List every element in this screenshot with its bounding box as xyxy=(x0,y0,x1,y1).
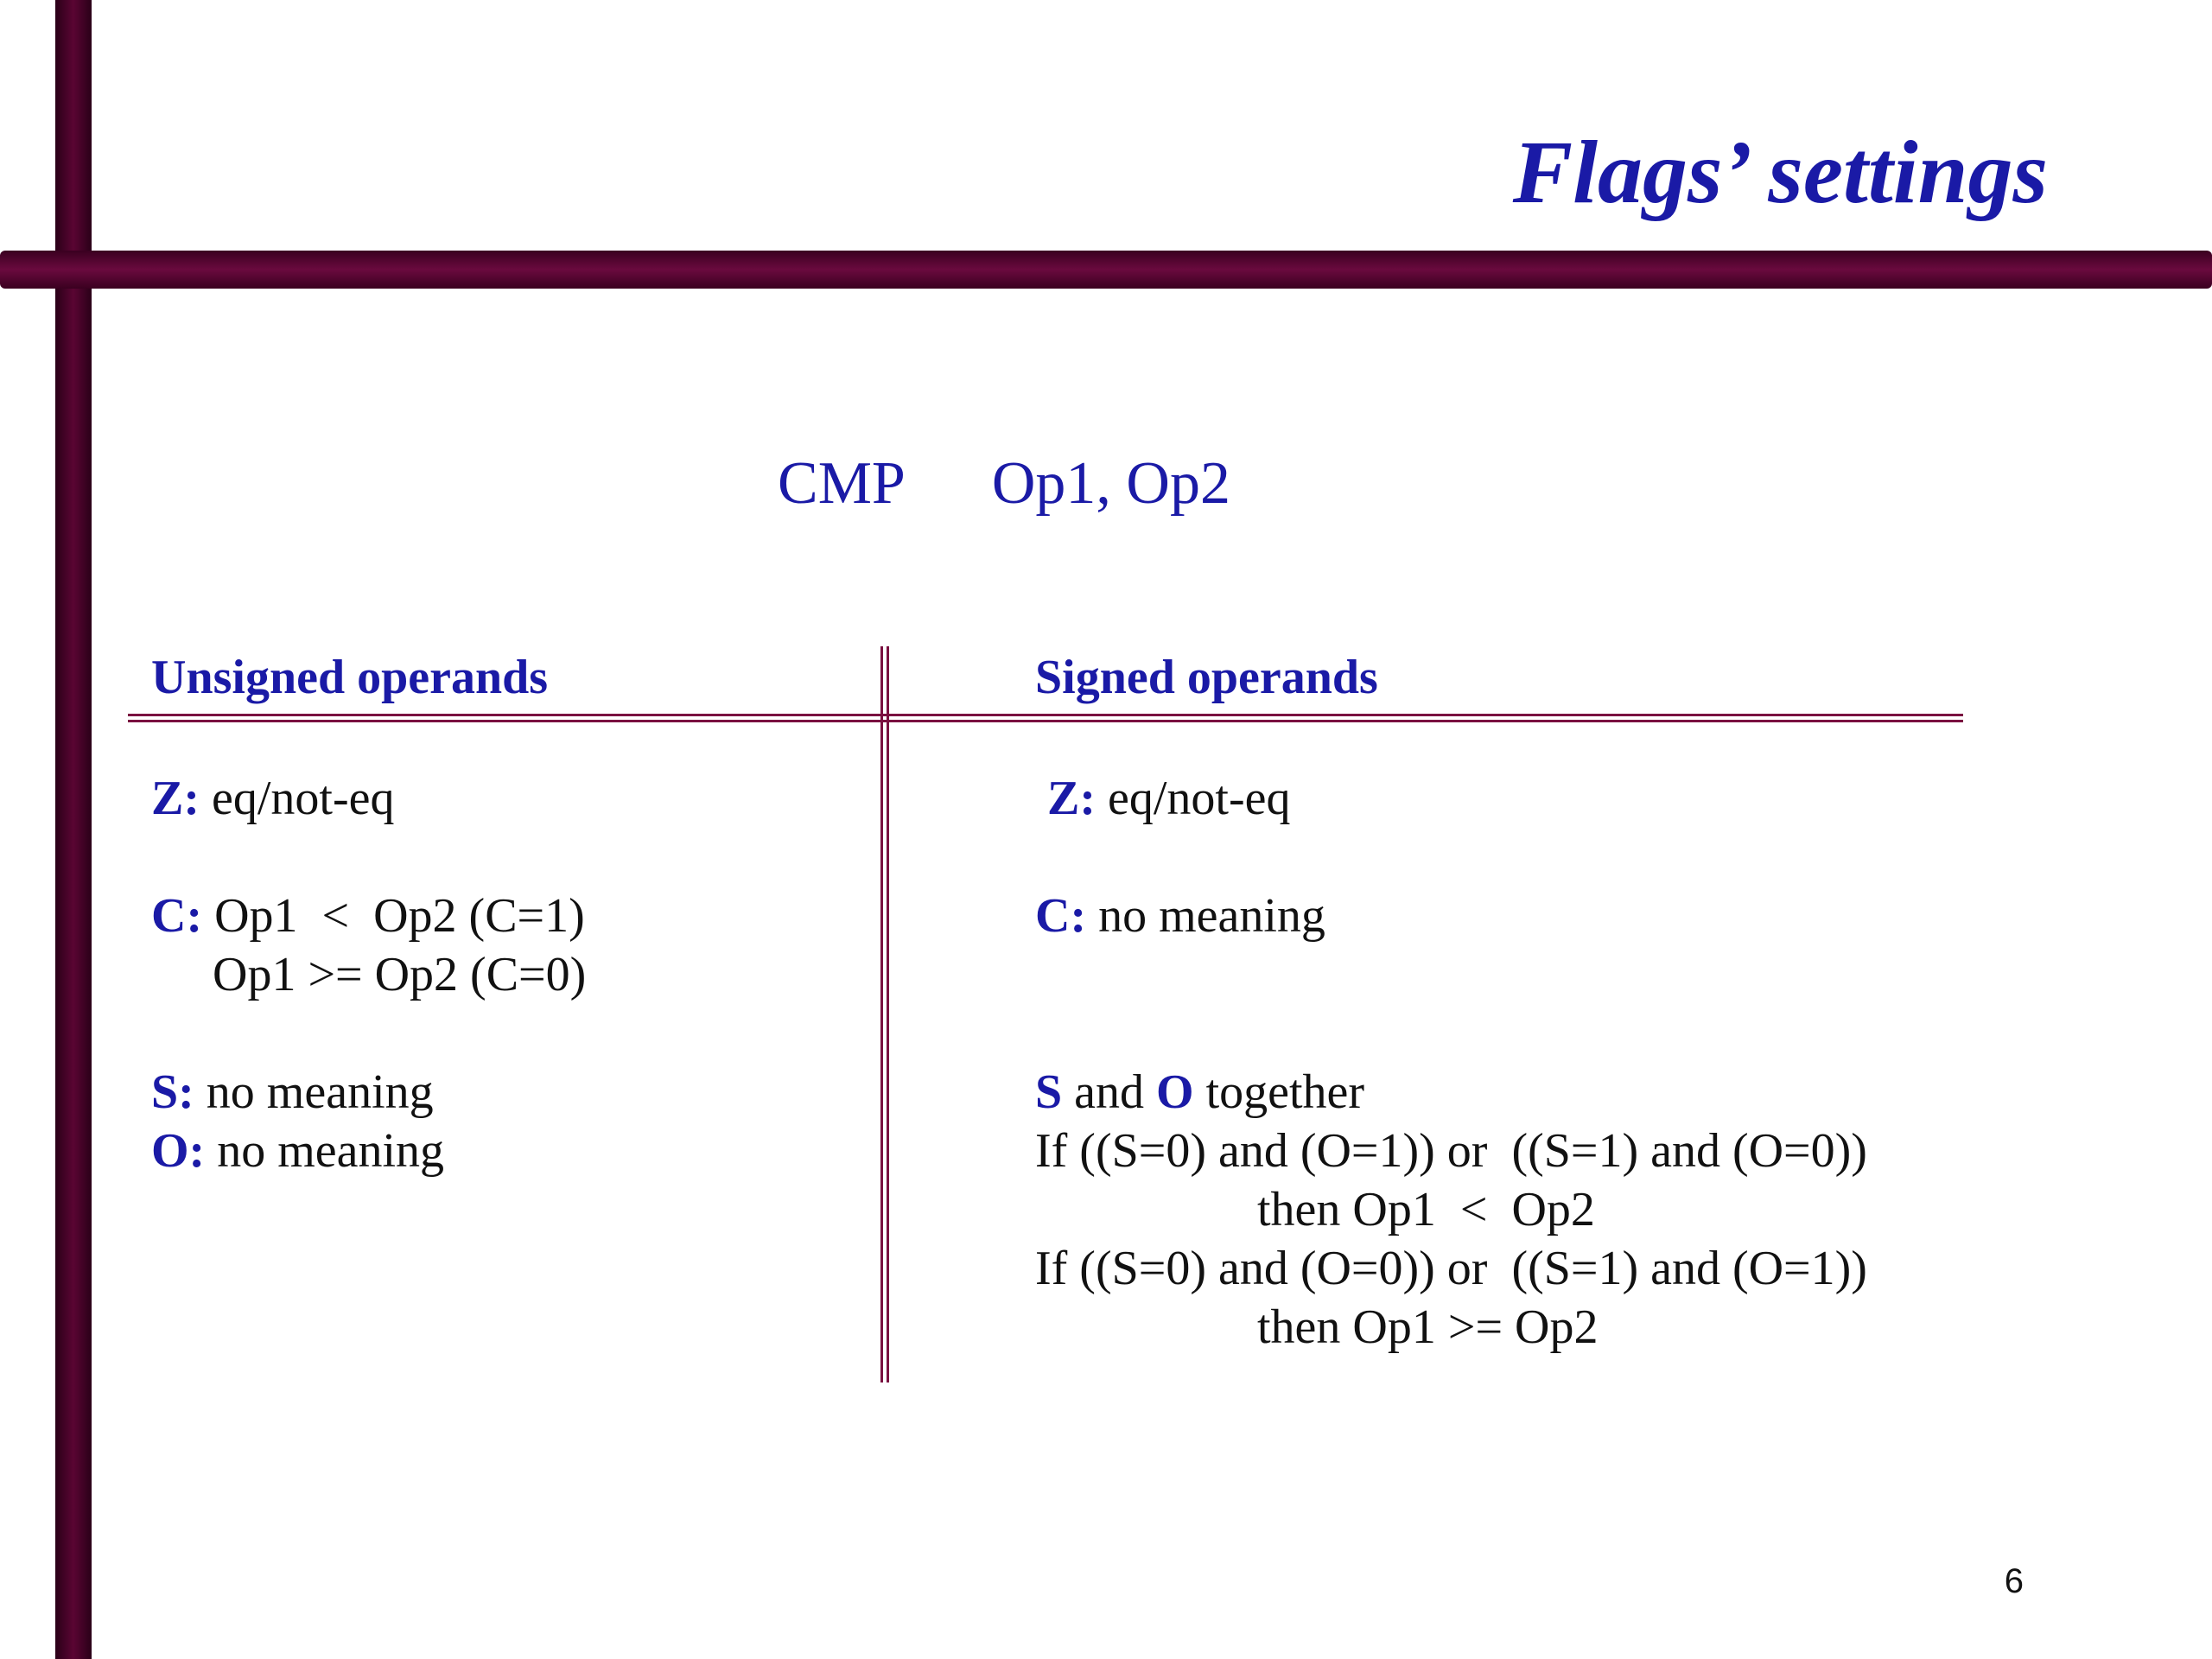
signed-rule-2: If ((S=0) and (O=0)) or ((S=1) and (O=1)) xyxy=(1035,1242,1867,1295)
c-flag-label: C: xyxy=(151,889,203,943)
s-flag-label: S: xyxy=(151,1065,194,1119)
c-flag-label: C: xyxy=(1035,889,1087,943)
s-flag-label: S xyxy=(1035,1065,1063,1119)
signed-then-2: then Op1 >= Op2 xyxy=(1257,1300,1599,1354)
signed-z-text: eq/not-eq xyxy=(1096,772,1291,825)
table-header-rule xyxy=(128,714,1963,722)
vertical-decor-bar xyxy=(55,0,92,1659)
signed-so-line xyxy=(1035,1065,1364,1120)
signed-z-line xyxy=(1047,771,1290,826)
unsigned-header: Unsigned operands xyxy=(151,651,549,704)
table-column-divider xyxy=(880,646,889,1382)
unsigned-o-line xyxy=(151,1123,444,1179)
unsigned-c-text-2: Op1 >= Op2 (C=0) xyxy=(213,948,587,1001)
unsigned-s-text: no meaning xyxy=(194,1065,434,1119)
cmp-operands: Op1, Op2 xyxy=(991,450,1230,517)
o-flag-label: O: xyxy=(151,1124,206,1178)
and-text: and xyxy=(1062,1065,1157,1119)
z-flag-label: Z: xyxy=(151,772,200,825)
signed-header: Signed operands xyxy=(1035,651,1378,704)
unsigned-s-line xyxy=(151,1065,434,1120)
together-text: together xyxy=(1193,1065,1365,1119)
slide-title: Flags’ settings xyxy=(1512,123,2048,222)
cmp-instruction xyxy=(778,449,1230,518)
signed-then-1: then Op1 < Op2 xyxy=(1257,1183,1595,1236)
signed-c-line xyxy=(1035,888,1325,944)
o-flag-label: O xyxy=(1156,1065,1194,1119)
cmp-mnemonic: CMP xyxy=(778,450,906,517)
horizontal-decor-bar xyxy=(0,251,2212,289)
signed-rule-1: If ((S=0) and (O=1)) or ((S=1) and (O=0)) xyxy=(1035,1124,1867,1178)
unsigned-z-text: eq/not-eq xyxy=(200,772,395,825)
unsigned-c-text-1: Op1 < Op2 (C=1) xyxy=(202,889,585,943)
page-number: 6 xyxy=(2004,1562,2024,1600)
unsigned-c-line xyxy=(151,888,585,944)
unsigned-o-text: no meaning xyxy=(205,1124,445,1178)
unsigned-z-line xyxy=(151,771,394,826)
z-flag-label: Z: xyxy=(1047,772,1096,825)
signed-c-text: no meaning xyxy=(1086,889,1325,943)
